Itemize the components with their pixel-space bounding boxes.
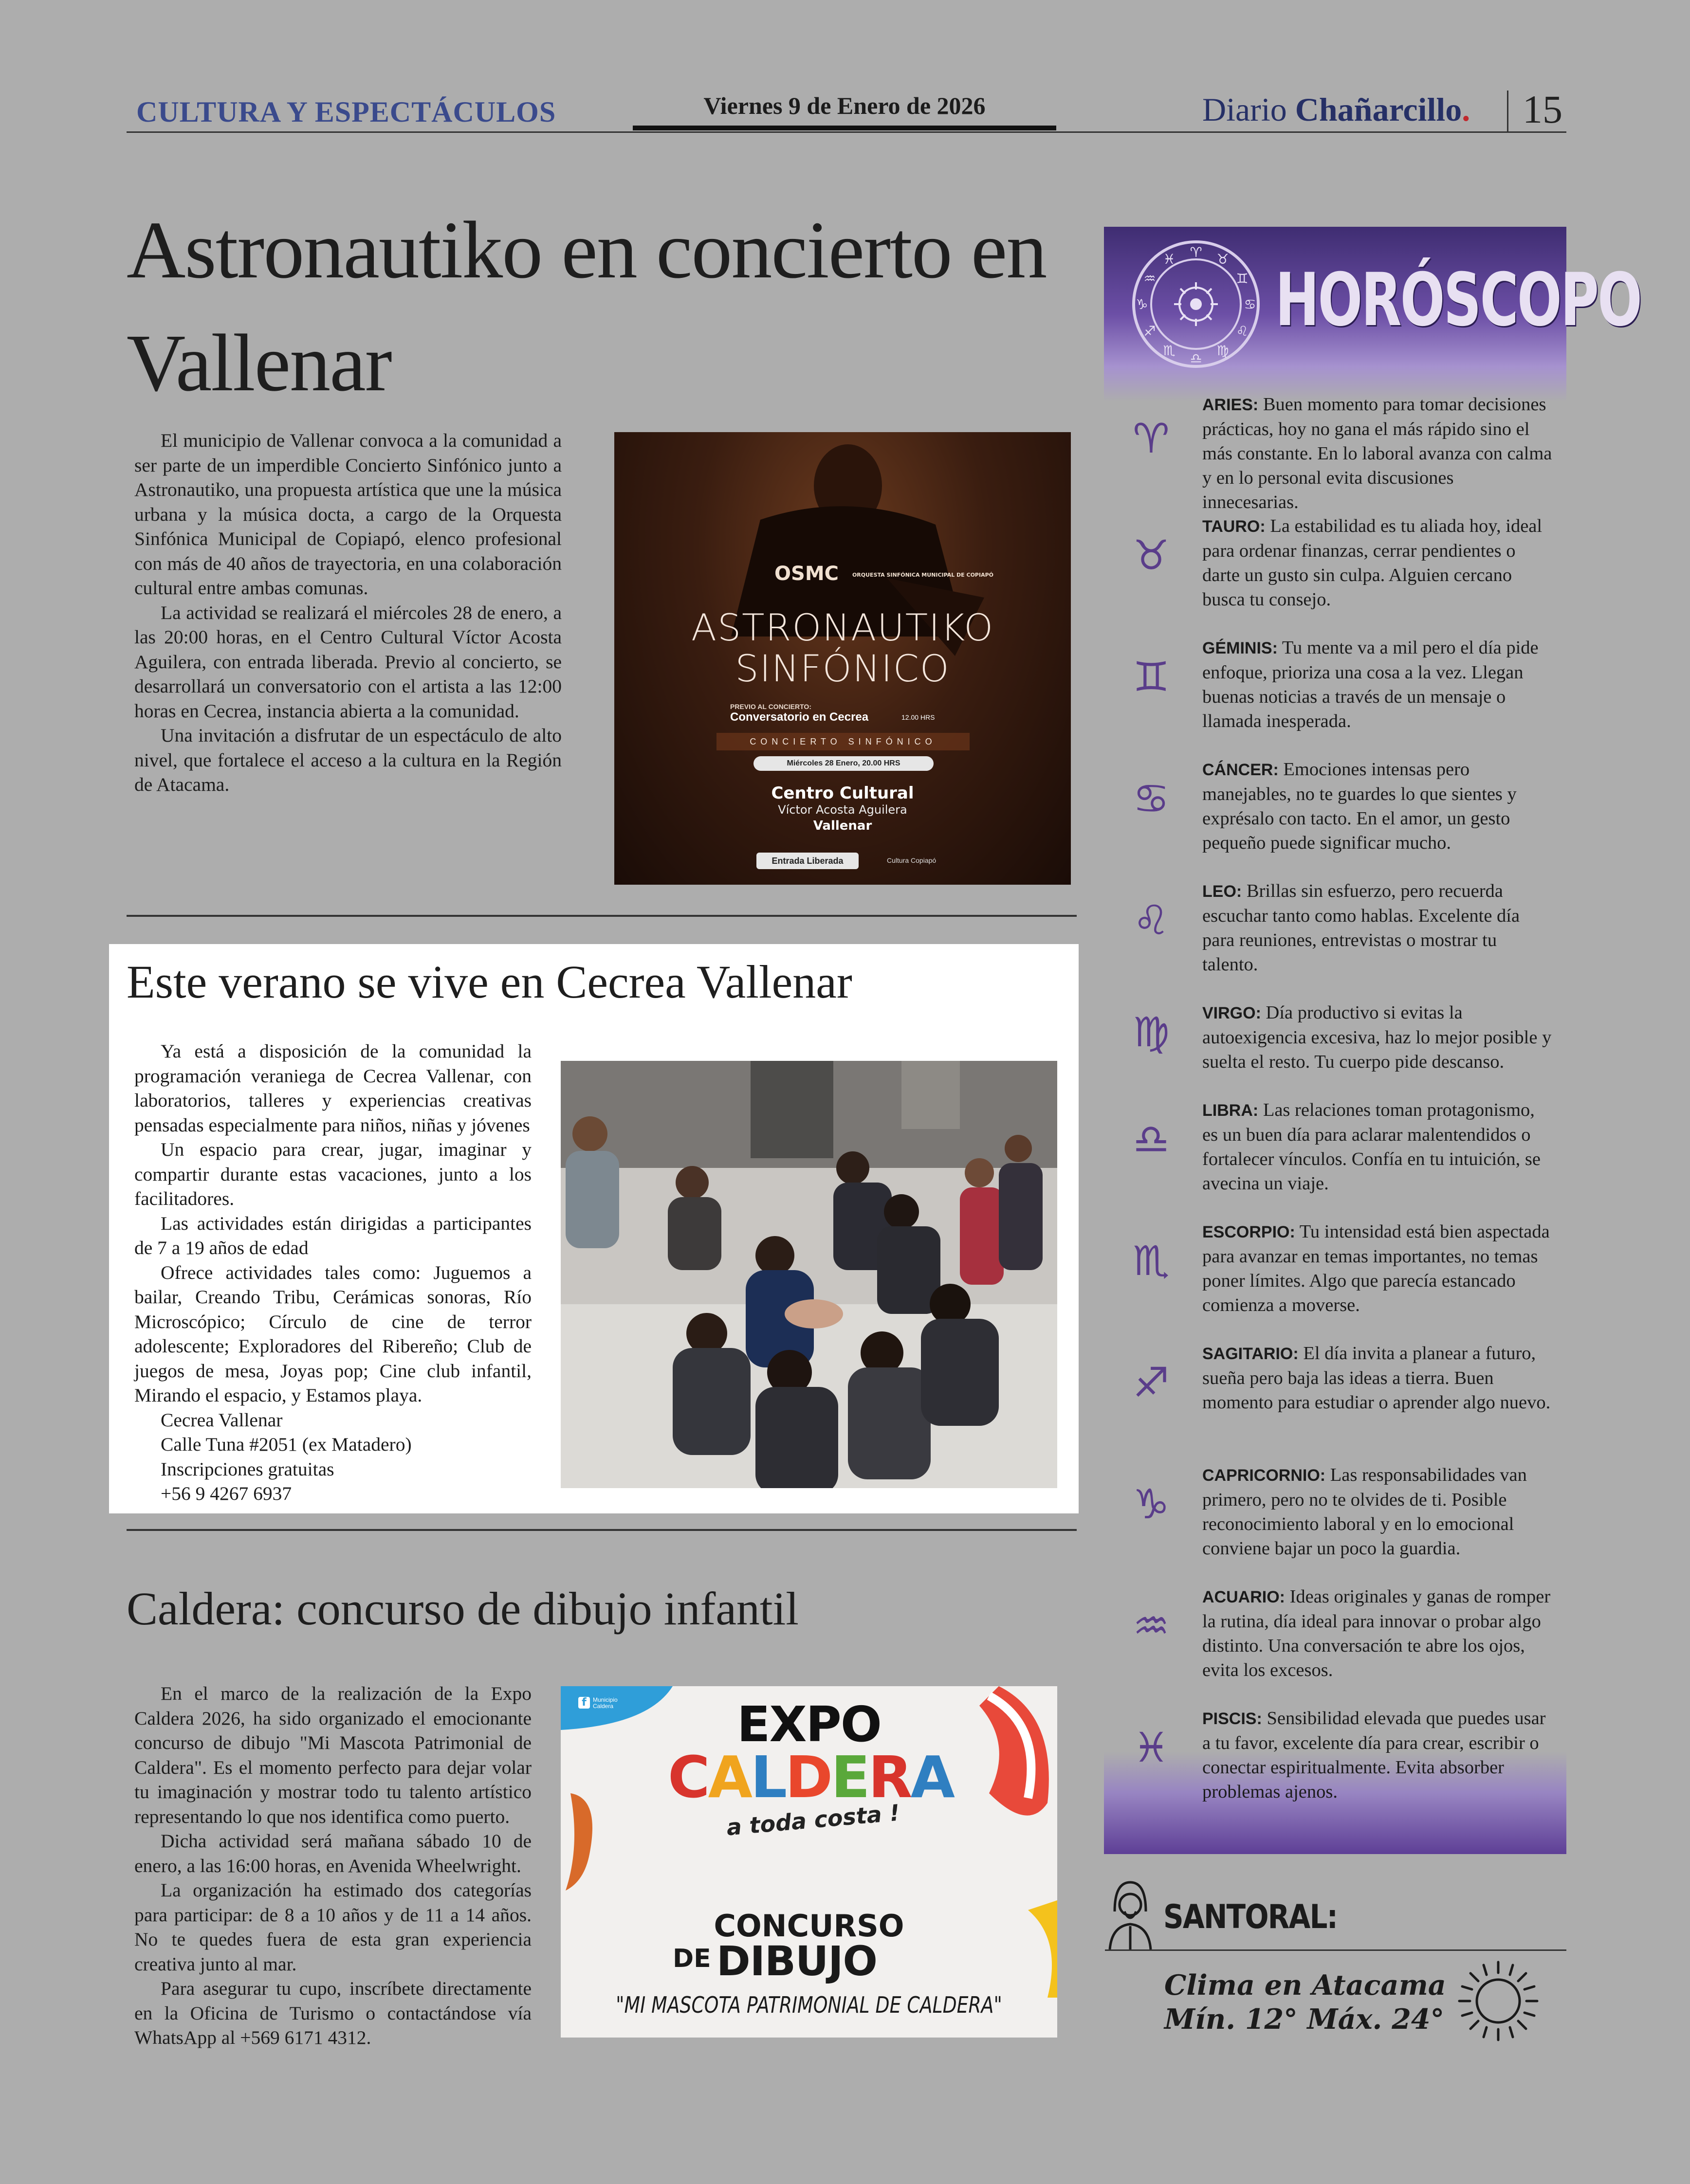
svg-text:♉: ♉ <box>1216 251 1229 267</box>
zodiac-symbol-icon: ♓ <box>1133 1724 1170 1771</box>
svg-text:♊: ♊ <box>1236 271 1249 287</box>
weather-title: Clima en Atacama <box>1164 1969 1446 2002</box>
sun-icon <box>1455 1958 1541 2044</box>
horoscope-entry <box>1202 1219 1553 1317</box>
article3-body <box>134 1681 532 2050</box>
zodiac-symbol-icon: ♉ <box>1133 531 1170 579</box>
zodiac-symbol-icon: ♈ <box>1133 415 1170 462</box>
horoscope-entry <box>1202 514 1553 612</box>
page-divider <box>1507 91 1508 131</box>
zodiac-symbol-icon: ♍ <box>1133 1008 1170 1056</box>
sign-name: TAURO: <box>1202 517 1266 536</box>
horoscope-entry <box>1202 392 1553 514</box>
horoscope-entry <box>1202 879 1553 977</box>
sign-text: Brillas sin esfuerzo, pero recuerda escuchar tanto como hablas. Excelente día para reuniones, entrevistas o mostrar tu talento. <box>1202 881 1520 975</box>
horoscope-entry <box>1202 1463 1553 1561</box>
contact-line: Calle Tuna #2051 (ex Matadero) <box>161 1434 412 1455</box>
sign-name: LIBRA: <box>1202 1101 1259 1120</box>
santoral-label: SANTORAL: <box>1163 1898 1338 1936</box>
poster-caldera-word: CALDERA <box>668 1744 953 1811</box>
osmc-logo-sub: ORQUESTA SINFÓNICA MUNICIPAL DE COPIAPÓ <box>852 571 994 578</box>
weather-text <box>1164 1968 1446 2037</box>
zodiac-symbol-icon: ♑ <box>1133 1480 1170 1528</box>
paper-dot: . <box>1462 91 1470 128</box>
cecrea-photo <box>561 1061 1057 1488</box>
svg-text:♎: ♎ <box>1190 350 1202 366</box>
sign-name: VIRGO: <box>1202 1004 1261 1022</box>
sign-text: Ideas originales y ganas de romper la rutina, día ideal para innovar o probar algo distinto. Una conversación te abre los ojos, evita los excesos. <box>1202 1586 1551 1680</box>
zodiac-symbol-icon: ♒ <box>1133 1602 1170 1650</box>
svg-text:♑: ♑ <box>1136 296 1148 312</box>
zodiac-wheel-icon <box>1130 238 1262 370</box>
poster-conversatorio: Conversatorio en Cecrea <box>730 710 869 724</box>
svg-text:♓: ♓ <box>1163 251 1176 267</box>
page-number: 15 <box>1523 87 1562 131</box>
poster-line1: ASTRONAUTIKO <box>691 606 994 649</box>
children-group-image <box>561 1061 1057 1488</box>
sign-name: CÁNCER: <box>1202 761 1279 779</box>
zodiac-symbol-icon: ♋ <box>1133 775 1170 822</box>
svg-text:♌: ♌ <box>1236 323 1249 339</box>
poster-venue: Centro Cultural <box>771 783 914 803</box>
poster-entrada: Entrada Liberada <box>756 853 859 869</box>
poster-social: Cultura Copiapó <box>887 856 937 864</box>
date-bar <box>633 126 1056 130</box>
zodiac-symbol-icon: ♌ <box>1133 896 1170 944</box>
poster-previo: PREVIO AL CONCIERTO: <box>730 703 811 710</box>
article2-title: Este verano se vive en Cecrea Vallenar <box>127 956 852 1008</box>
svg-text:♐: ♐ <box>1143 323 1156 339</box>
poster-de: DE <box>673 1944 711 1973</box>
sign-text: Las responsabilidades van primero, pero no te olvides de ti. Posible reconocimiento laboral y en lo emocional conviene bajar un poco la guardia. <box>1202 1465 1527 1559</box>
zodiac-symbol-icon: ♏ <box>1133 1237 1170 1285</box>
article3-paragraph: Para asegurar tu cupo, inscríbete directamente en la Oficina de Turismo o contactándose vía WhatsApp al +569 6171 4312. <box>134 1978 532 2048</box>
section-divider <box>127 1529 1077 1531</box>
horoscope-entry <box>1202 1341 1553 1415</box>
article2-paragraph: Las actividades están dirigidas a participantes de 7 a 19 años de edad <box>134 1212 532 1258</box>
svg-text:♈: ♈ <box>1190 244 1202 260</box>
article2-body <box>134 1039 532 1506</box>
weather-temps: Mín. 12° Máx. 24° <box>1164 2003 1445 2036</box>
svg-text:♒: ♒ <box>1143 271 1156 287</box>
poster-city: Vallenar <box>813 819 872 833</box>
article2-paragraph: Un espacio para crear, jugar, imaginar y compartir durante estas vacaciones, junto a los facilitadores. <box>134 1139 532 1209</box>
paper-prefix: Diario <box>1202 91 1295 128</box>
article1-paragraph: El municipio de Vallenar convoca a la comunidad a ser parte de un imperdible Concierto Sinfónico junto a Astronautiko, una propuesta artística que une la música urbana y la música docta, a cargo de la Orquesta Sinfónica Municipal de Copiapó, elenco profesional con más de 40 años de trayectoria, en una colaboración cultural entre ambas comunas. <box>134 430 562 599</box>
article1-body <box>134 428 562 797</box>
poster-dibujo: DIBUJO <box>716 1937 877 1985</box>
article3-paragraph: En el marco de la realización de la Expo Caldera 2026, ha sido organizado el emocionante concurso de dibujo "Mi Mascota Patrimonial de Caldera". Es el momento perfecto para dejar volar tu imaginación y mostrar todo tu talento artístico representando lo que nos identifica como puerto. <box>134 1683 532 1827</box>
poster-concierto: CONCIERTO SINFÓNICO <box>716 733 970 750</box>
poster-expo: EXPO <box>737 1696 881 1753</box>
sign-name: LEO: <box>1202 882 1242 901</box>
sign-text: La estabilidad es tu aliada hoy, ideal para ordenar finanzas, cerrar pendientes o darte un gusto sin culpa. Alguien cercano busca tu consejo. <box>1202 516 1543 610</box>
sign-text: Las relaciones toman protagonismo, es un buen día para aclarar malentendidos o fortalecer vínculos. Confía en tu intuición, se avecina un viaje. <box>1202 1100 1541 1194</box>
sign-text: Emociones intensas pero manejables, no te guardes lo que sientes y exprésalo con tacto. En el amor, un gesto pequeño puede significar mucho. <box>1202 759 1517 853</box>
facebook-icon: f <box>578 1697 590 1709</box>
horoscope-entry <box>1202 1584 1553 1682</box>
sign-name: ESCORPIO: <box>1202 1223 1295 1241</box>
horoscope-entry <box>1202 636 1553 733</box>
poster-line2: SINFÓNICO <box>735 647 950 690</box>
paper-name: Chañarcillo <box>1295 91 1462 128</box>
sign-text: El día invita a planear a futuro, sueña pero baja las ideas a tierra. Buen momento para estudiar o aprender algo nuevo. <box>1202 1343 1551 1413</box>
article1-paragraph: La actividad se realizará el miércoles 28 de enero, a las 20:00 horas, en el Centro Cultural Víctor Acosta Aguilera, con entrada liberada. Previo al concierto, se desarrollará un conversatorio con el artista a las 12:00 horas en Cecrea, instancia abierta a la comunidad. <box>134 601 562 722</box>
osmc-logo: OSMC <box>774 563 839 585</box>
sign-name: ACUARIO: <box>1202 1588 1285 1606</box>
sign-name: GÉMINIS: <box>1202 639 1278 657</box>
fb-label: Municipio Caldera <box>593 1696 618 1710</box>
header-rule <box>127 131 1566 133</box>
sign-name: PISCIS: <box>1202 1710 1262 1728</box>
poster-tagline: a toda costa ! <box>725 1799 901 1841</box>
svg-text:♍: ♍ <box>1216 343 1229 359</box>
saint-icon <box>1105 1877 1156 1950</box>
sign-text: Sensibilidad elevada que puedes usar a tu favor, excelente día para crear, escribir o conectar espiritualmente. Evita absorber problemas ajenos. <box>1202 1708 1546 1802</box>
sign-name: ARIES: <box>1202 396 1259 414</box>
sign-name: CAPRICORNIO: <box>1202 1466 1326 1485</box>
section-divider <box>127 915 1077 917</box>
article2-paragraph: Ya está a disposición de la comunidad la programación veraniega de Cecrea Vallenar, con laboratorios, talleres y experiencias creativas pensadas especialmente para niños, niñas y jóvenes <box>134 1040 532 1136</box>
issue-date: Viernes 9 de Enero de 2026 <box>703 92 986 119</box>
contact-line: +56 9 4267 6937 <box>161 1483 292 1504</box>
zodiac-symbol-icon: ♐ <box>1133 1359 1170 1406</box>
poster-concurso: CONCURSO <box>714 1908 904 1944</box>
svg-text:♏: ♏ <box>1163 343 1176 359</box>
santoral-rule <box>1105 1949 1566 1951</box>
horoscope-title: HORÓSCOPO <box>1275 258 1641 343</box>
horoscope-entry <box>1202 1001 1553 1074</box>
section-title: CULTURA Y ESPECTÁCULOS <box>136 96 556 128</box>
horoscope-entry <box>1202 1098 1553 1196</box>
article2-paragraph: Ofrece actividades tales como: Juguemos a bailar, Creando Tribu, Cerámicas sonoras, Río Microscópico; Círculo de cine de terror adolescente; Exploradores del Ribereño; Club de juegos de mesa, Joyas pop; Cine club infantil, Mirando el espacio, y Estamos playa. <box>134 1261 532 1406</box>
horoscope-entry <box>1202 757 1553 855</box>
poster-conv-time: 12.00 HRS <box>901 713 935 721</box>
article1-paragraph: Una invitación a disfrutar de un espectáculo de alto nivel, que fortalece el acceso a la cultura en la Región de Atacama. <box>134 725 562 795</box>
sign-text: Día productivo si evitas la autoexigencia excesiva, haz lo mejor posible y suelta el resto. Tu cuerpo pide descanso. <box>1202 1002 1552 1072</box>
expo-caldera-poster <box>561 1686 1057 2038</box>
sign-text: Buen momento para tomar decisiones prácticas, hoy no gana el más rápido sino el más constante. En lo laboral avanza con calma y en lo personal evita discusiones innecesarias. <box>1202 394 1552 512</box>
sign-text: Tu mente va a mil pero el día pide enfoque, prioriza una cosa a la vez. Llegan buenas noticias a través de un mensaje o llamada inesperada. <box>1202 637 1539 731</box>
article3-title: Caldera: concurso de dibujo infantil <box>127 1583 799 1635</box>
concert-poster <box>614 432 1071 885</box>
article3-paragraph: La organización ha estimado dos categorías para participar: de 8 a 10 años y de 11 a 14 años. No te quedes fuera de esta gran experiencia creativa junto al mar. <box>134 1879 532 1975</box>
article1-title: Astronautiko en concierto en Vallenar <box>127 205 1047 408</box>
article3-paragraph: Dicha actividad será mañana sábado 10 de enero, a las 16:00 horas, en Avenida Wheelwright. <box>134 1830 532 1876</box>
sign-name: SAGITARIO: <box>1202 1345 1299 1363</box>
poster-fecha: Miércoles 28 Enero, 20.00 HRS <box>753 756 934 771</box>
horoscope-entry <box>1202 1706 1553 1804</box>
contact-line: Cecrea Vallenar <box>161 1409 283 1431</box>
sign-text: Tu intensidad está bien aspectada para avanzar en temas importantes, no temas poner límites. Algo que parecía estancado comienza a moverse. <box>1202 1221 1550 1315</box>
poster-venue2: Víctor Acosta Aguilera <box>778 803 907 817</box>
contact-line: Inscripciones gratuitas <box>161 1458 334 1480</box>
poster-mascota: "MI MASCOTA PATRIMONIAL DE CALDERA" <box>616 1992 1002 2018</box>
zodiac-symbol-icon: ♎ <box>1133 1115 1170 1163</box>
newspaper-name <box>1202 91 1470 129</box>
svg-text:♋: ♋ <box>1244 296 1256 312</box>
zodiac-symbol-icon: ♊ <box>1133 653 1170 701</box>
